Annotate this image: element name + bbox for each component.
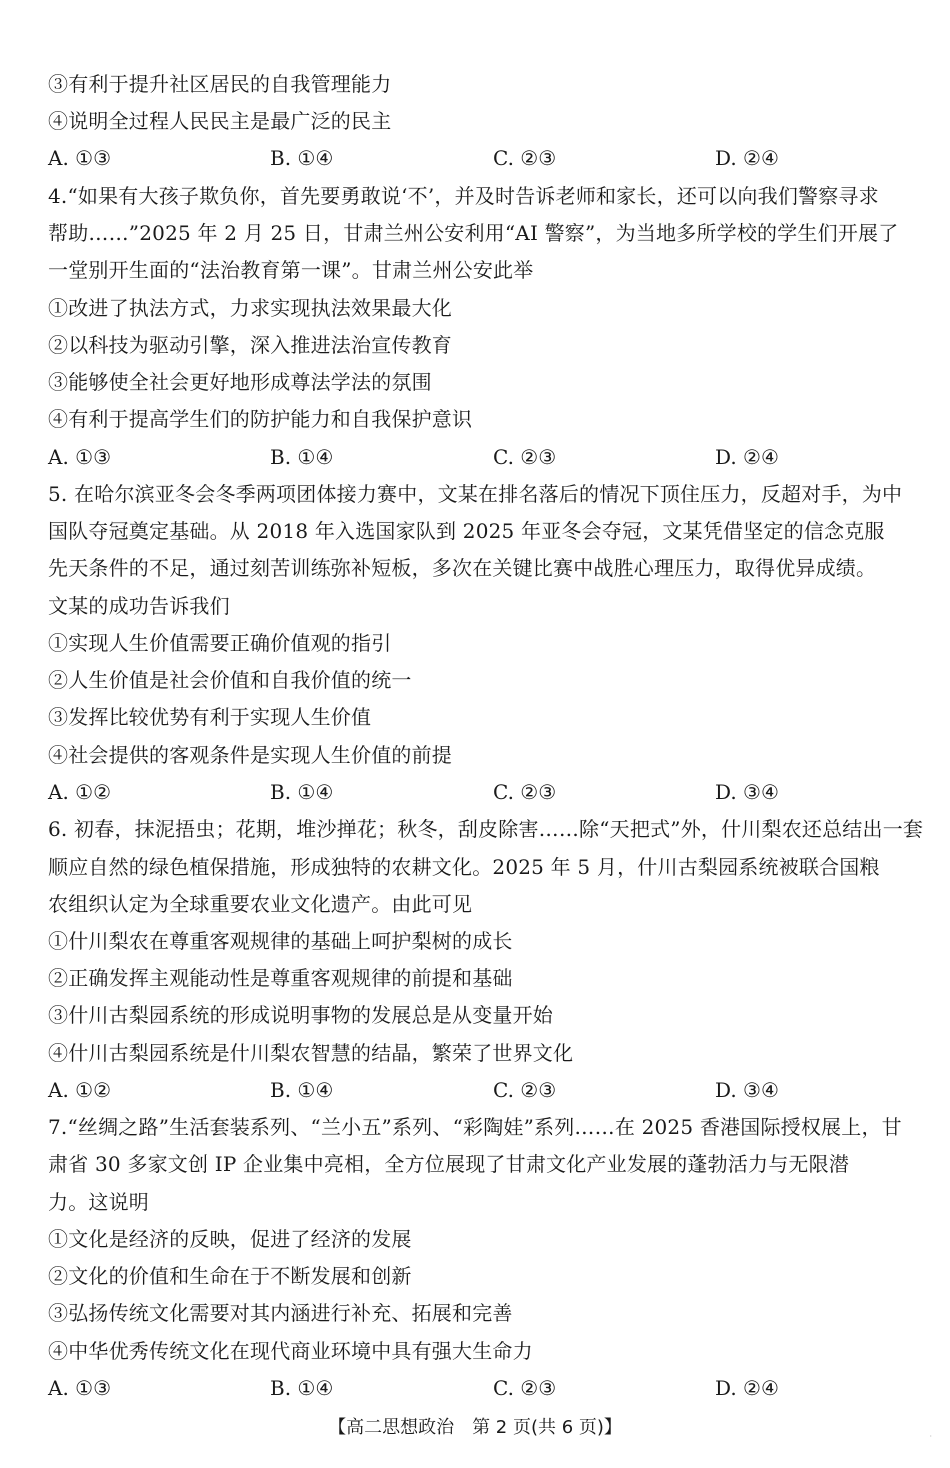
q5-option-a: A. ①②	[48, 780, 112, 804]
q5-item-1: ①实现人生价值需要正确价值观的指引	[48, 631, 392, 655]
q5-item-2: ②人生价值是社会价值和自我价值的统一	[48, 668, 412, 692]
q6-item-2: ②正确发挥主观能动性是尊重客观规律的前提和基础	[48, 966, 513, 990]
q5-option-b: B. ①④	[270, 780, 334, 804]
q4-option-b: B. ①④	[270, 445, 334, 469]
q6-stem-line-2: 顺应自然的绿色植保措施，形成独特的农耕文化。2025 年 5 月，什川古梨园系统被联合国粮	[48, 855, 880, 879]
q5-option-d: D. ③④	[715, 780, 779, 804]
q4-stem-line-1: 4.“如果有大孩子欺负你，首先要勇敢说‘不’，并及时告诉老师和家长，还可以向我们警察寻求	[48, 184, 879, 208]
q7-option-d: D. ②④	[715, 1376, 779, 1400]
q7-options	[48, 1373, 928, 1403]
q5-option-c: C. ②③	[493, 780, 557, 804]
q4-options	[48, 442, 928, 472]
q3-option-b: B. ①④	[270, 146, 334, 170]
q3-option-d: D. ②④	[715, 146, 779, 170]
q6-item-1: ①什川梨农在尊重客观规律的基础上呵护梨树的成长	[48, 929, 513, 953]
q4-stem-line-2: 帮助……”2025 年 2 月 25 日，甘肃兰州公安利用“AI 警察”，为当地多所学校的学生们开展了	[48, 221, 899, 245]
q5-stem-line-3: 先天条件的不足，通过刻苦训练弥补短板，多次在关键比赛中战胜心理压力，取得优异成绩。	[48, 556, 877, 580]
q6-option-d: D. ③④	[715, 1078, 779, 1102]
page-footer: 【高二思想政治 第 2 页(共 6 页)】	[328, 1417, 622, 1438]
q4-option-d: D. ②④	[715, 445, 779, 469]
q5-item-4: ④社会提供的客观条件是实现人生价值的前提	[48, 743, 452, 767]
q4-option-a: A. ①③	[48, 445, 112, 469]
q7-item-1: ①文化是经济的反映，促进了经济的发展	[48, 1227, 412, 1251]
q3-item-3: ③有利于提升社区居民的自我管理能力	[48, 72, 392, 96]
q3-options	[48, 143, 928, 173]
q6-stem-line-1: 6. 初春，抹泥捂虫；花期，堆沙掸花；秋冬，刮皮除害……除“天把式”外，什川梨农还总结出一套	[48, 817, 924, 841]
q7-stem-line-1: 7.“丝绸之路”生活套装系列、“兰小五”系列、“彩陶娃”系列……在 2025 香港国际授权展上，甘	[48, 1115, 902, 1139]
q6-item-3: ③什川古梨园系统的形成说明事物的发展总是从变量开始	[48, 1003, 553, 1027]
q7-option-a: A. ①③	[48, 1376, 112, 1400]
q4-item-3: ③能够使全社会更好地形成尊法学法的氛围	[48, 370, 432, 394]
q3-option-c: C. ②③	[493, 146, 557, 170]
q3-item-4: ④说明全过程人民民主是最广泛的民主	[48, 109, 392, 133]
q7-stem-line-3: 力。这说明	[48, 1190, 149, 1214]
q6-option-c: C. ②③	[493, 1078, 557, 1102]
q6-option-b: B. ①④	[270, 1078, 334, 1102]
q4-item-2: ②以科技为驱动引擎，深入推进法治宣传教育	[48, 333, 452, 357]
q5-stem-line-4: 文某的成功告诉我们	[48, 594, 230, 618]
q4-item-4: ④有利于提高学生们的防护能力和自我保护意识	[48, 407, 473, 431]
q4-stem-line-3: 一堂别开生面的“法治教育第一课”。甘肃兰州公安此举	[48, 258, 534, 282]
q5-item-3: ③发挥比较优势有利于实现人生价值	[48, 705, 372, 729]
q7-stem-line-2: 肃省 30 多家文创 IP 企业集中亮相，全方位展现了甘肃文化产业发展的蓬勃活力与无限潜	[48, 1152, 850, 1176]
q6-stem-line-3: 农组织认定为全球重要农业文化遗产。由此可见	[48, 892, 473, 916]
q3-option-a: A. ①③	[48, 146, 112, 170]
q6-options	[48, 1075, 928, 1105]
q4-option-c: C. ②③	[493, 445, 557, 469]
q7-option-c: C. ②③	[493, 1376, 557, 1400]
q4-item-1: ①改进了执法方式，力求实现执法效果最大化	[48, 296, 452, 320]
q6-item-4: ④什川古梨园系统是什川梨农智慧的结晶，繁荣了世界文化	[48, 1041, 574, 1065]
corner-mark: ·	[929, 1432, 932, 1441]
q6-option-a: A. ①②	[48, 1078, 112, 1102]
q7-option-b: B. ①④	[270, 1376, 334, 1400]
q7-item-4: ④中华优秀传统文化在现代商业环境中具有强大生命力	[48, 1339, 533, 1363]
q7-item-3: ③弘扬传统文化需要对其内涵进行补充、拓展和完善	[48, 1301, 513, 1325]
q5-stem-line-2: 国队夺冠奠定基础。从 2018 年入选国家队到 2025 年亚冬会夺冠，文某凭借坚定的信念克服	[48, 519, 885, 543]
q5-options	[48, 777, 928, 807]
q5-stem-line-1: 5. 在哈尔滨亚冬会冬季两项团体接力赛中，文某在排名落后的情况下顶住压力，反超对手，为中	[48, 482, 903, 506]
q7-item-2: ②文化的价值和生命在于不断发展和创新	[48, 1264, 412, 1288]
